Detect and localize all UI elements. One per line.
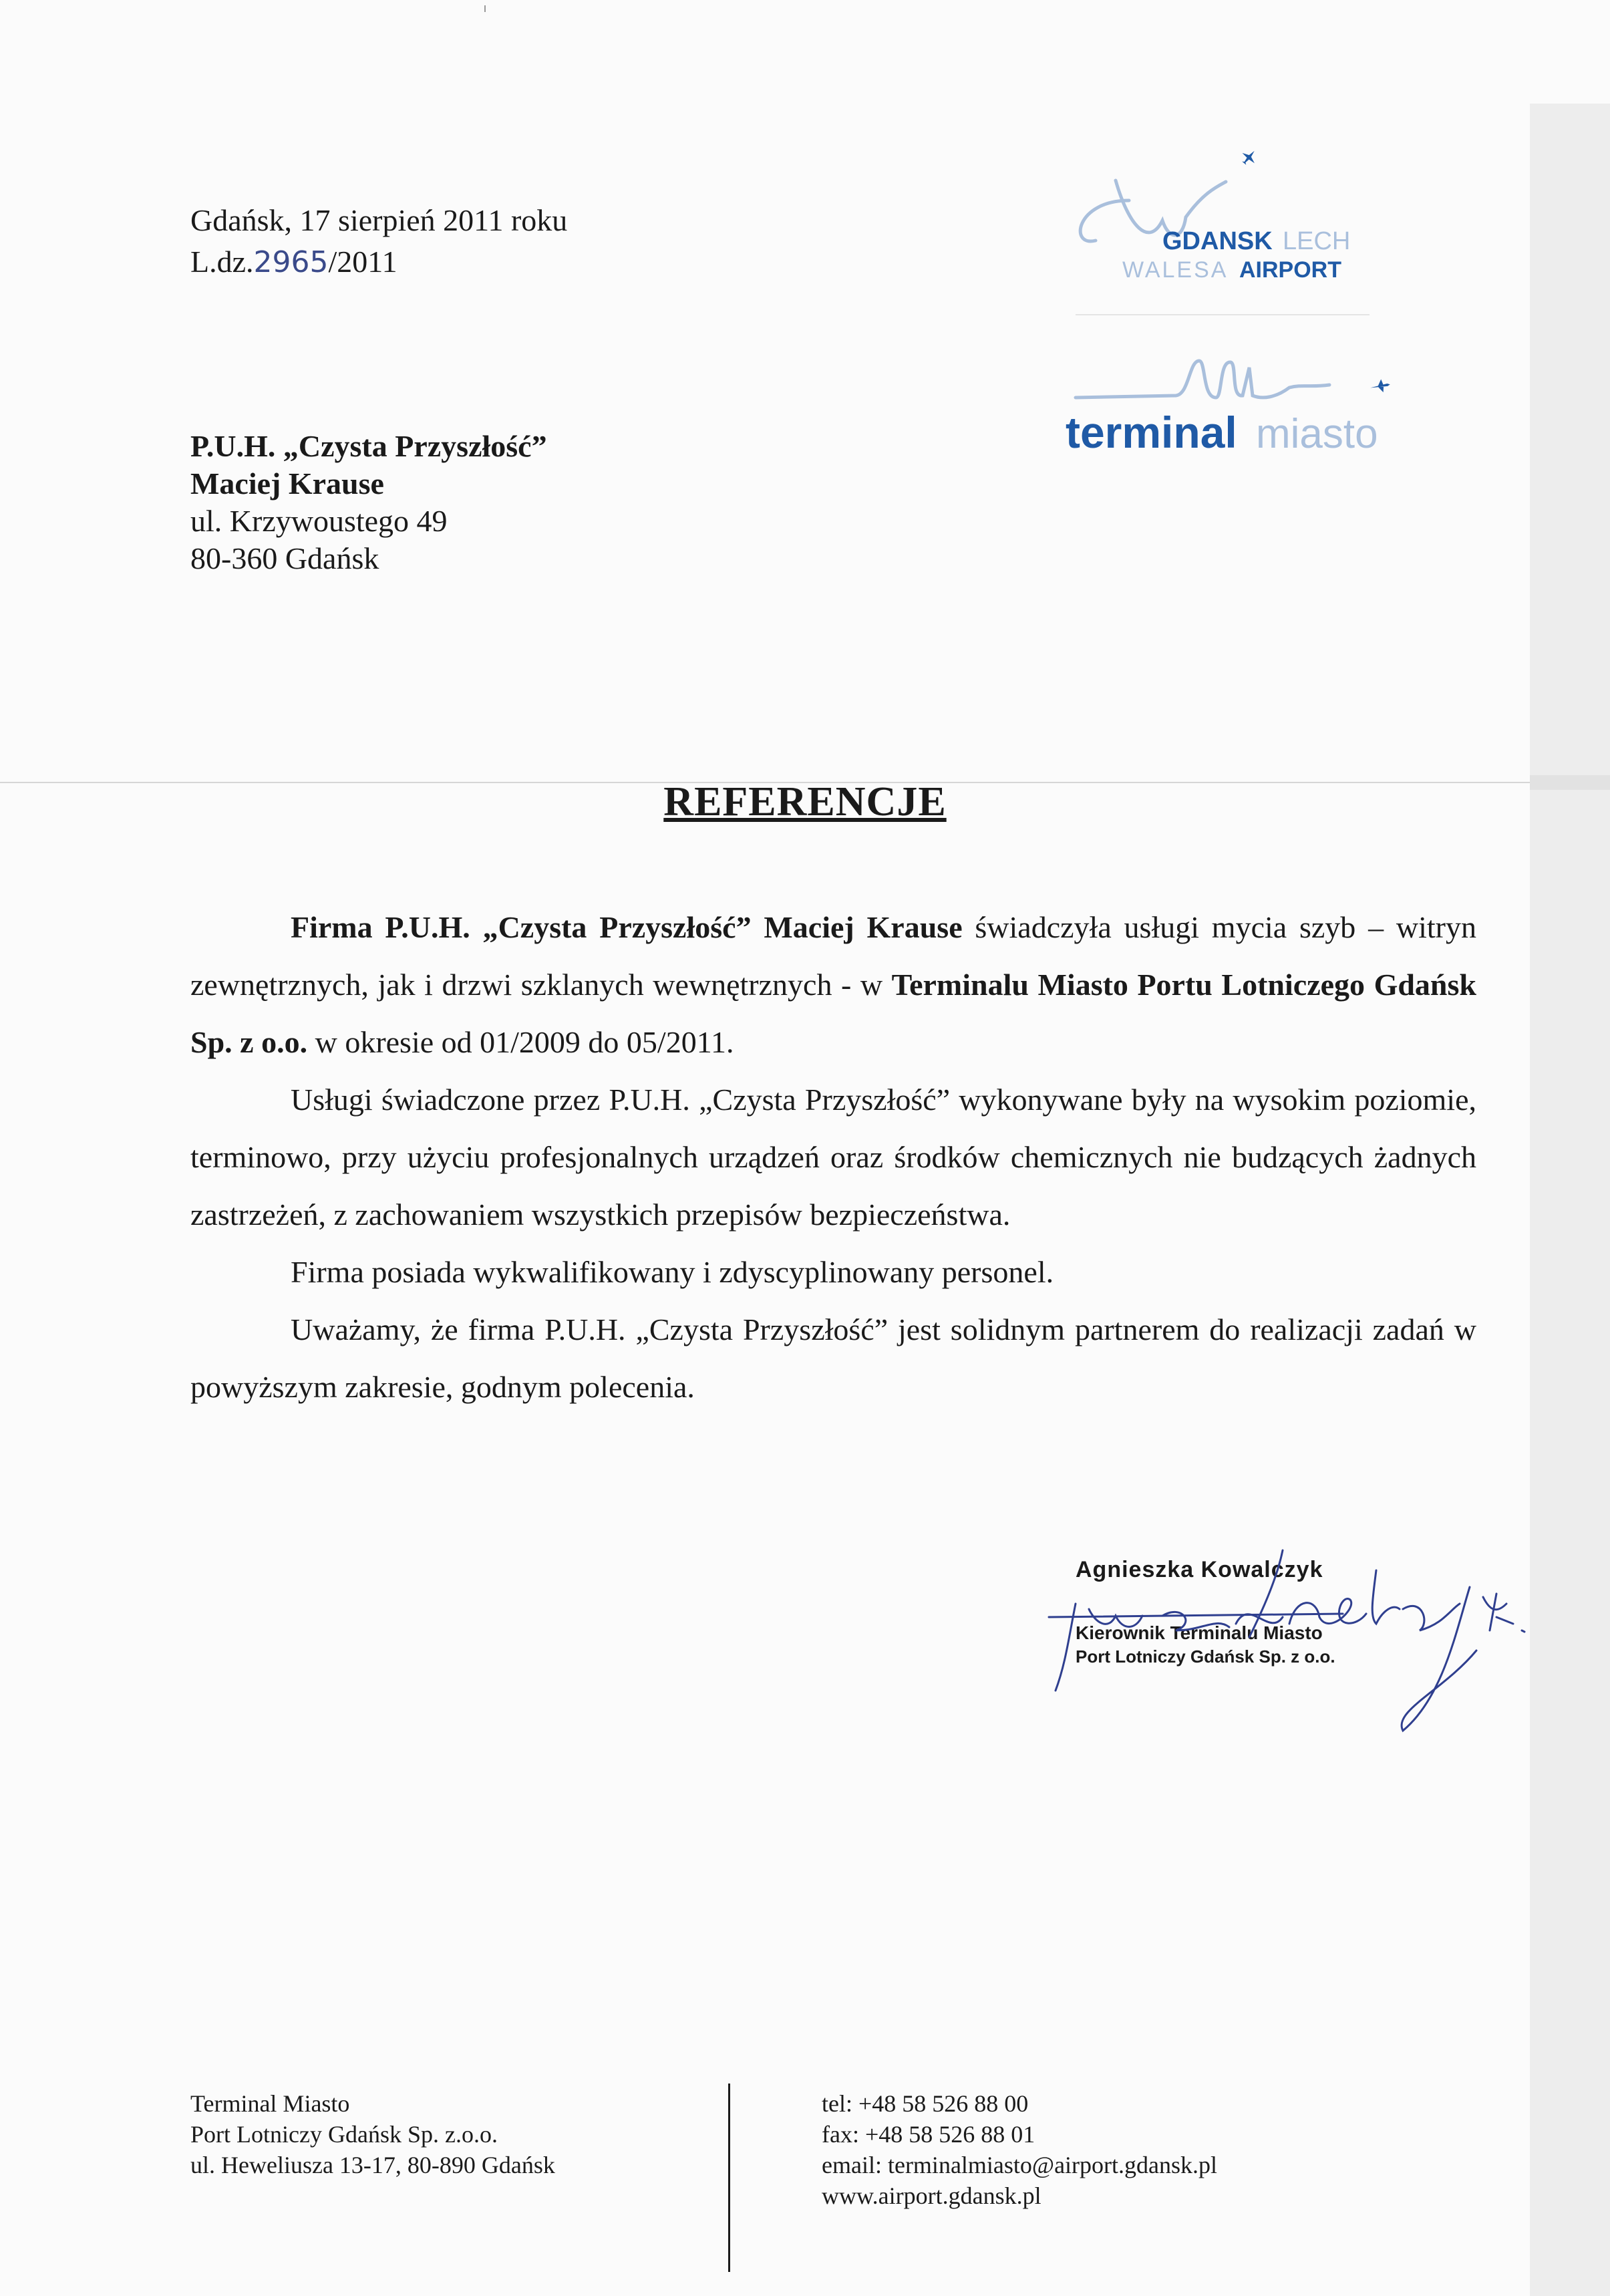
recipient-person: Maciej Krause	[190, 466, 384, 500]
letter-body	[190, 899, 1476, 1416]
logo-separator	[1076, 314, 1370, 315]
paragraph-1-text-a: świadczyła usługi mycia szyb – witryn zewnętrznych, jak i drzwi szklanych wewnętrznych - w	[190, 910, 1476, 1002]
scan-mark	[484, 5, 486, 12]
footer-divider	[728, 2084, 730, 2272]
gdansk-airport-logo	[1049, 140, 1383, 301]
reference-prefix: L.dz.	[190, 245, 254, 279]
signatory-organization: Port Lotniczy Gdańsk Sp. z o.o.	[1076, 1646, 1335, 1667]
airplane-icon	[1238, 146, 1261, 168]
logo-text-terminal: terminal	[1066, 408, 1237, 457]
paragraph-3: Firma posiada wykwalifikowany i zdyscyplinowany personel.	[291, 1255, 1054, 1289]
terminal-name-bold: Terminalu Miasto Portu Lotniczego Gdańsk Sp. z o.o.	[190, 968, 1477, 1059]
page-title: REFERENCJE	[663, 779, 947, 825]
footer-contact	[822, 2088, 1217, 2211]
logo-text-walesa: WALESA	[1122, 257, 1229, 283]
footer-phone: tel: +48 58 526 88 00	[822, 2090, 1029, 2117]
recipient-address	[190, 428, 547, 577]
handwritten-signature	[1029, 1530, 1537, 1757]
paragraph-2: Usługi świadczone przez P.U.H. „Czysta Przyszłość” wykonywane były na wysokim poziomie, terminowo, przy użyciu profesjonalnych urządzeń oraz środków chemicznych nie budzących żadnych zastrzeżeń, z zachowaniem wszystkich przepisów bezpieczeństwa.	[190, 1083, 1476, 1232]
paragraph-4: Uważamy, że firma P.U.H. „Czysta Przyszłość” jest solidnym partnerem do realizacji zadań w powyższym zakresie, godnym polecenia.	[190, 1312, 1476, 1404]
paragraph-1-text-b: w okresie od 01/2009 do 05/2011.	[307, 1025, 734, 1059]
signatory-role: Kierownik Terminalu Miasto	[1076, 1622, 1323, 1643]
footer-website: www.airport.gdansk.pl	[822, 2182, 1041, 2209]
logo-text-airport: AIRPORT	[1239, 257, 1341, 283]
footer-sender-street: ul. Heweliusza 13-17, 80-890 Gdańsk	[190, 2152, 555, 2178]
recipient-company: P.U.H. „Czysta Przyszłość”	[190, 429, 547, 463]
scan-edge-strip	[1530, 104, 1610, 2296]
signatory-name: Agnieszka Kowalczyk	[1076, 1557, 1323, 1582]
recipient-city: 80-360 Gdańsk	[190, 541, 379, 575]
reference-suffix: /2011	[328, 245, 397, 279]
footer-fax: fax: +48 58 526 88 01	[822, 2121, 1035, 2148]
footer-sender-name: Terminal Miasto	[190, 2090, 350, 2117]
logo-text-miasto: miasto	[1256, 411, 1378, 457]
dateline: Gdańsk, 17 sierpień 2011 roku	[190, 203, 568, 237]
airplane-icon	[1369, 378, 1391, 394]
recipient-street: ul. Krzywoustego 49	[190, 504, 448, 538]
logo-text-gdansk: GDANSK	[1162, 227, 1273, 255]
company-name-bold: Firma P.U.H. „Czysta Przyszłość” Maciej Krause	[291, 910, 963, 944]
paragraph-1	[190, 899, 1476, 1071]
footer-sender-company: Port Lotniczy Gdańsk Sp. z.o.o.	[190, 2121, 498, 2148]
reference-number	[190, 242, 397, 283]
reference-handwritten-number: 2965	[253, 245, 329, 279]
footer-email: email: terminalmiasto@airport.gdansk.pl	[822, 2152, 1218, 2178]
logo-text-lech: LECH	[1283, 227, 1351, 255]
footer-sender-address	[190, 2088, 555, 2180]
terminal-miasto-logo	[1056, 347, 1416, 474]
